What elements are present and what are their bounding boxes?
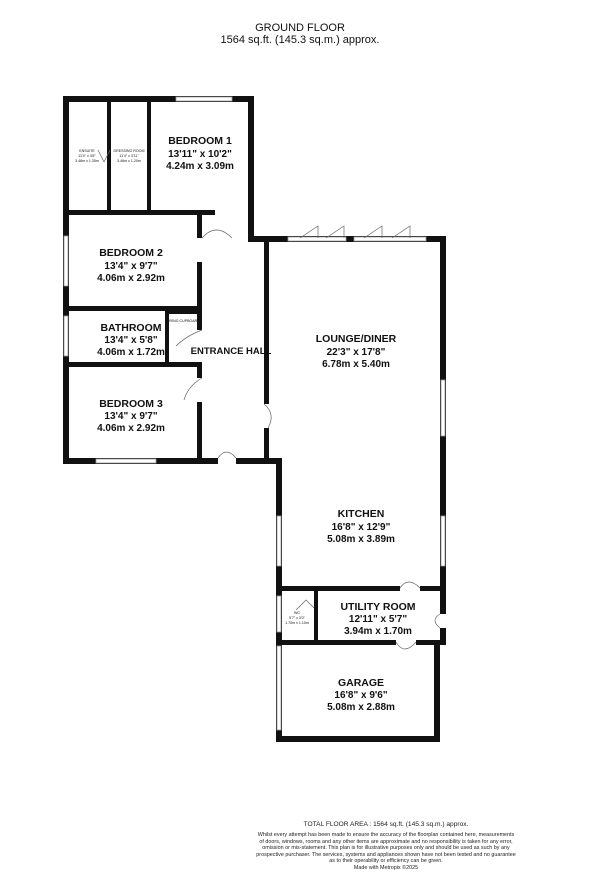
room-lounge-diner: [316, 333, 397, 370]
metropix-credit: Made with Metropix ©2025: [353, 864, 419, 871]
bedroom-3-metric: 4.06m x 2.92m: [97, 423, 165, 434]
wc-metric: 1.70m x 1.10m: [285, 621, 309, 625]
airing-cupboard-name: AIRING CUPBOARD: [166, 319, 200, 323]
disclaimer-line: of doors, windows, rooms and any other items are approximate and no responsibility is taken for any error,: [259, 838, 513, 845]
ensuite-metric: 3.46m x 1.35m: [75, 159, 99, 163]
room-ensuite: [75, 149, 99, 163]
disclaimer-line: Whilst every attempt has been made to ensure the accuracy of the floorplan contained here, measurements: [257, 832, 515, 838]
garage-name: GARAGE: [337, 677, 385, 689]
disclaimer-line: as to their operability or efficiency can be given.: [329, 858, 443, 865]
dressing-imperial: 11'4" x 3'11": [119, 154, 139, 158]
bedroom-2-metric: 4.06m x 2.92m: [97, 273, 165, 284]
room-kitchen: [327, 508, 395, 545]
garage-imperial: 16'8" x 9'6": [334, 690, 388, 701]
kitchen-imperial: 16'8" x 12'9": [331, 522, 391, 533]
ensuite-name: ENSUITE: [79, 149, 95, 153]
room-bedroom-2: [97, 247, 165, 284]
entrance-hall-name: ENTRANCE HALL: [190, 346, 272, 357]
room-wc: [285, 611, 309, 625]
lounge-name: LOUNGE/DINER: [315, 333, 397, 345]
bedroom-2-imperial: 13'4" x 9'7": [104, 261, 158, 272]
kitchen-metric: 5.08m x 3.89m: [327, 534, 395, 545]
bathroom-imperial: 13'4" x 5'8": [104, 335, 158, 346]
bedroom-2-name: BEDROOM 2: [99, 247, 163, 259]
floor-title: GROUND FLOOR: [255, 22, 345, 34]
kitchen-name: KITCHEN: [337, 508, 385, 520]
floor-area: 1564 sq.ft. (145.3 sq.m.) approx.: [220, 34, 380, 46]
room-dressing: [114, 149, 145, 163]
lounge-imperial: 22'3" x 17'8": [326, 347, 386, 358]
bathroom-metric: 4.06m x 1.72m: [97, 347, 165, 358]
total-floor-area: TOTAL FLOOR AREA : 1564 sq.ft. (145.3 sq.m.) approx.: [303, 821, 469, 828]
dressing-name: DRESSING ROOM: [113, 149, 145, 153]
room-bathroom: [97, 322, 165, 358]
wc-imperial: 5'7" x 3'0": [289, 616, 305, 620]
bedroom-3-imperial: 13'4" x 9'7": [104, 411, 158, 422]
room-airing-cupboard: [166, 319, 200, 323]
bedroom-1-name: BEDROOM 1: [168, 135, 232, 147]
room-entrance-hall: [191, 346, 272, 357]
lounge-metric: 6.78m x 5.40m: [322, 359, 390, 370]
room-garage: [327, 677, 395, 713]
ensuite-imperial: 11'4" x 4'5": [78, 154, 96, 158]
garage-metric: 5.08m x 2.88m: [327, 702, 395, 713]
room-bedroom-3: [97, 398, 165, 434]
room-bedroom-1: [166, 135, 234, 172]
disclaimer: [236, 832, 536, 872]
wc-name: WC: [294, 611, 300, 615]
disclaimer-line: prospective purchaser. The services, systems and appliances shown have not been tested and no guarantee: [256, 851, 516, 858]
bedroom-1-metric: 4.24m x 3.09m: [166, 161, 234, 172]
bedroom-3-name: BEDROOM 3: [99, 398, 163, 410]
disclaimer-line: omission or mis-statement. This plan is for illustrative purposes only and should be used as such by any: [262, 845, 510, 852]
bedroom-1-imperial: 13'11" x 10'2": [168, 149, 232, 160]
bathroom-name: BATHROOM: [100, 322, 162, 334]
utility-name: UTILITY ROOM: [340, 601, 416, 613]
dressing-metric: 3.46m x 1.20m: [117, 159, 141, 163]
utility-imperial: 12'11" x 5'7": [348, 614, 408, 625]
room-utility: [340, 601, 415, 637]
utility-metric: 3.94m x 1.70m: [344, 626, 412, 637]
